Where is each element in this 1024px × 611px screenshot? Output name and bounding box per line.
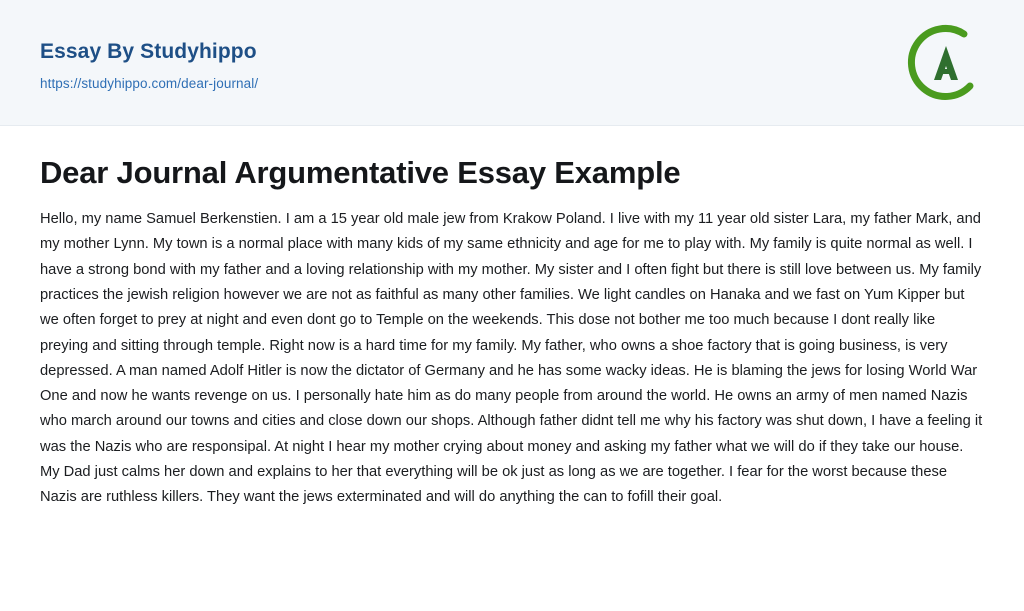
site-header [0,0,1024,126]
site-brand-title: Essay By Studyhippo [40,40,257,63]
studyhippo-a-logo-icon [904,22,988,106]
document-content [0,126,1024,511]
article-url-link[interactable]: https://studyhippo.com/dear-journal/ [40,76,259,92]
page-title: Dear Journal Argumentative Essay Example [40,155,681,190]
essay-body-text: Hello, my name Samuel Berkenstien. I am a 15 year old male jew from Krakow Poland. I live with my 11 year old sister Lara, my father Mark, and my mother Lynn. My town is a normal place with many kids of my same ethnicity and age for me to play with. My family is quite normal as well. I have a strong bond with my father and a loving relationship with my mother. My sister and I often fight but there is still love between us. My family practices the jewish religion however we are not as faithful as many other families. We light candles on Hanaka and we fast on Yum Kipper but we often forget to prey at night and even dont go to Temple on the weekends. This dose not bother me too much because I dont really like preying and sitting through temple. Right now is a hard time for my family. My father, who owns a shoe factory that is going business, is very depressed. A man named Adolf Hitler is now the dictator of Germany and he has some wacky ideas. He is blaming the jews for losing World War One and now he wants revenge on us. I personally hate him as do many people from around the world. He owns an army of men named Nazis who march around our towns and cities and close down our shops. Although father didnt tell me why his factory was shut down, I have a feeling it was the Nazis who are responsipal. At night I hear my mother crying about money and asking my father what we will do if they take our house. My Dad just calms her down and explains to her that everything will be ok just as long as we are together. I fear for the worst because these Nazis are ruthless killers. They want the jews exterminated and will do anything the can to fofill their goal. [40,211,983,506]
brand-block [40,40,258,93]
